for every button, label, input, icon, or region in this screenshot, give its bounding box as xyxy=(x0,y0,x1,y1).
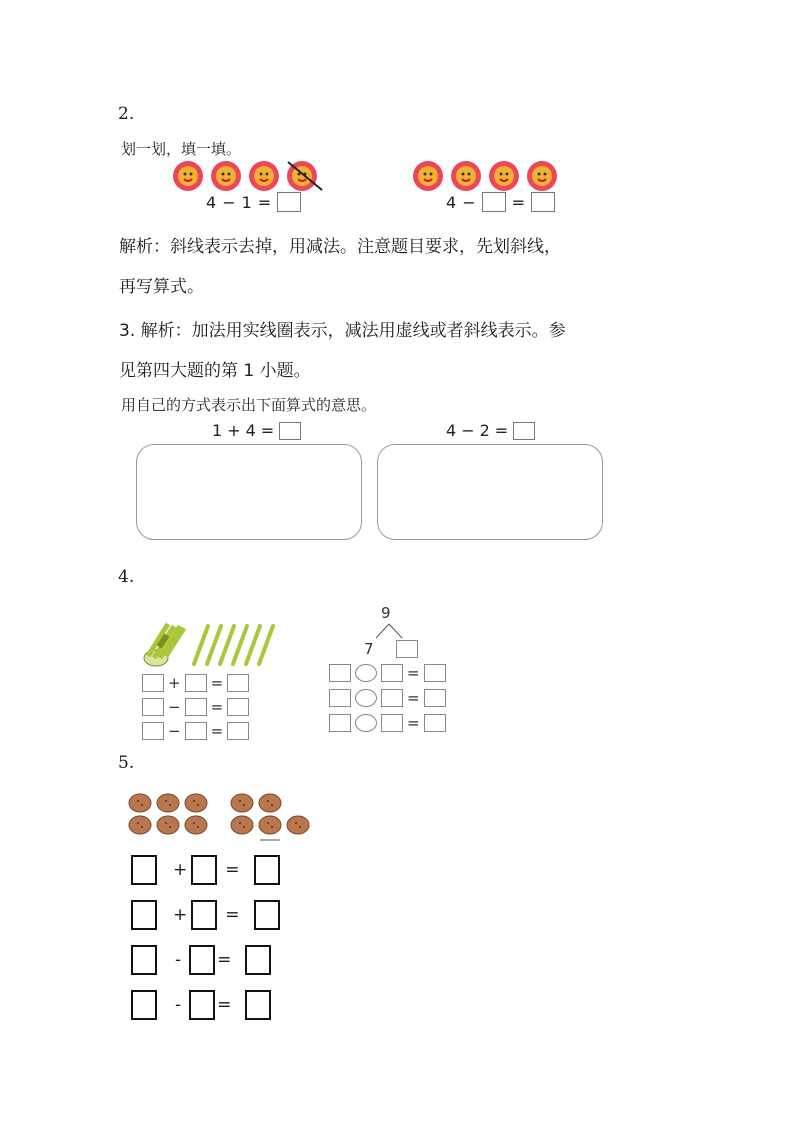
q2-analysis-line1: 解析：斜线表示去掉，用减法。注意题目要求，先划斜线， xyxy=(119,237,561,257)
q2-flowers-right xyxy=(410,160,570,192)
q4-left-row xyxy=(142,722,249,740)
flower-icon xyxy=(489,161,519,191)
cookie-icon xyxy=(129,816,151,834)
q3-instruction: 用自己的方式表示出下面算式的意思。 xyxy=(121,396,377,414)
answer-box[interactable] xyxy=(381,714,403,732)
answer-box[interactable] xyxy=(513,422,535,440)
answer-box[interactable] xyxy=(254,900,280,930)
flower-icon xyxy=(249,161,279,191)
operator-circle[interactable] xyxy=(355,714,377,732)
q4-eq: = xyxy=(210,674,224,692)
q3-eq1-a: 1 xyxy=(212,421,223,440)
q4-right-row xyxy=(329,689,446,707)
answer-box[interactable] xyxy=(227,722,249,740)
q4-right-eq: = xyxy=(407,714,420,732)
q3-analysis-line1: 3. 解析：加法用实线圈表示，减法用虚线或者斜线表示。参 xyxy=(119,321,566,341)
answer-box[interactable] xyxy=(227,698,249,716)
answer-box[interactable] xyxy=(131,945,157,975)
cookie-icon xyxy=(259,816,281,834)
tree-answer-box[interactable] xyxy=(396,640,418,658)
q5-cookies xyxy=(126,792,316,842)
q2-eq-left-eq: = xyxy=(257,192,272,212)
q5-equations xyxy=(131,855,280,1020)
cookie-icon xyxy=(185,816,207,834)
answer-box[interactable] xyxy=(531,192,555,212)
answer-box[interactable] xyxy=(381,689,403,707)
operator-circle[interactable] xyxy=(355,689,377,707)
q3-eq2-eq: = xyxy=(494,421,509,440)
q4-left-row xyxy=(142,698,249,716)
q4-right-row xyxy=(329,664,446,682)
answer-box[interactable] xyxy=(254,855,280,885)
answer-box[interactable] xyxy=(329,714,351,732)
answer-box[interactable] xyxy=(329,664,351,682)
tree-left-number: 7 xyxy=(364,640,374,658)
q3-eq2-b: 2 xyxy=(479,421,490,440)
answer-box[interactable] xyxy=(277,192,301,212)
q4-sticks xyxy=(136,620,282,670)
q5-row xyxy=(131,855,280,885)
flower-icon xyxy=(173,161,203,191)
q3-eq1-eq: = xyxy=(260,421,275,440)
answer-box[interactable] xyxy=(131,855,157,885)
cookie-icon xyxy=(129,794,151,812)
q4-number: 4. xyxy=(118,567,135,587)
tree-branch-svg xyxy=(372,622,406,640)
flower-icon xyxy=(211,161,241,191)
q3-eq2-op: − xyxy=(461,421,475,440)
q5-eq: = xyxy=(217,995,232,1015)
drawing-panel-right[interactable] xyxy=(377,444,603,540)
answer-box[interactable] xyxy=(482,192,506,212)
tree-top-number: 9 xyxy=(381,604,391,622)
q2-analysis-line2: 再写算式。 xyxy=(119,277,204,297)
cookie-icon xyxy=(231,794,253,812)
q5-eq: = xyxy=(225,860,240,880)
cookie-icon xyxy=(157,816,179,834)
operator-circle[interactable] xyxy=(355,664,377,682)
answer-box[interactable] xyxy=(142,722,164,740)
q5-op: + xyxy=(173,905,188,925)
cookie-icon xyxy=(287,816,309,834)
q4-left-row xyxy=(142,674,249,692)
answer-box[interactable] xyxy=(245,945,271,975)
q3-eq1-b: 4 xyxy=(245,421,256,440)
answer-box[interactable] xyxy=(185,674,207,692)
flower-icon xyxy=(413,161,443,191)
q4-op: − xyxy=(168,698,181,716)
q5-row xyxy=(131,990,280,1020)
q2-instruction: 划一划，填一填。 xyxy=(121,140,242,158)
q4-op: − xyxy=(168,722,181,740)
q5-row xyxy=(131,900,280,930)
q2-flowers-left xyxy=(170,160,330,192)
flower-group-left-svg xyxy=(170,160,330,192)
answer-box[interactable] xyxy=(329,689,351,707)
answer-box[interactable] xyxy=(191,900,217,930)
q5-op: - xyxy=(175,995,182,1015)
flower-group-right-svg xyxy=(410,160,570,192)
q2-eq-left-op: − xyxy=(222,192,236,212)
q5-eq: = xyxy=(217,950,232,970)
q3-analysis-line2: 见第四大题的第 1 小题。 xyxy=(119,361,311,381)
q3-eq2-a: 4 xyxy=(446,421,457,440)
q4-eq: = xyxy=(210,722,224,740)
q4-right-eq: = xyxy=(407,664,420,682)
q5-op: - xyxy=(175,950,182,970)
tree-branches xyxy=(372,622,406,640)
q5-eq: = xyxy=(225,905,240,925)
answer-box[interactable] xyxy=(279,422,301,440)
q2-equation-left xyxy=(206,192,301,212)
answer-box[interactable] xyxy=(185,698,207,716)
answer-box[interactable] xyxy=(381,664,403,682)
q5-number: 5. xyxy=(118,753,135,773)
q4-op: + xyxy=(168,674,181,692)
q2-eq-left-a: 4 xyxy=(206,192,217,212)
answer-box[interactable] xyxy=(189,990,215,1020)
q3-equation-2 xyxy=(446,421,535,440)
cookie-icon xyxy=(231,816,253,834)
answer-box[interactable] xyxy=(142,698,164,716)
drawing-panel-left[interactable] xyxy=(136,444,362,540)
q2-eq-right-eq: = xyxy=(511,192,525,212)
q2-eq-right-a: 4 xyxy=(446,192,457,212)
q4-right-row xyxy=(329,714,446,732)
q3-equation-1 xyxy=(212,421,301,440)
answer-box[interactable] xyxy=(245,990,271,1020)
answer-box[interactable] xyxy=(189,945,215,975)
answer-box[interactable] xyxy=(131,990,157,1020)
stick-bundle-icon xyxy=(144,624,184,666)
q3-eq1-op: + xyxy=(227,421,241,440)
flower-icon xyxy=(451,161,481,191)
answer-box[interactable] xyxy=(227,674,249,692)
q5-op: + xyxy=(173,860,188,880)
cookie-icon xyxy=(259,794,281,812)
single-sticks-icon xyxy=(194,626,273,664)
q2-number: 2. xyxy=(118,104,135,124)
answer-box[interactable] xyxy=(185,722,207,740)
answer-box[interactable] xyxy=(424,689,446,707)
q5-row xyxy=(131,945,280,975)
answer-box[interactable] xyxy=(424,664,446,682)
q4-right-eq: = xyxy=(407,689,420,707)
q2-eq-right-op: − xyxy=(462,192,476,212)
flower-icon xyxy=(527,161,557,191)
q4-right-equations xyxy=(329,664,446,732)
cookie-icon xyxy=(185,794,207,812)
q4-left-equations xyxy=(142,674,249,740)
answer-box[interactable] xyxy=(424,714,446,732)
q2-equation-right xyxy=(446,192,555,212)
answer-box[interactable] xyxy=(142,674,164,692)
q2-eq-left-b: 1 xyxy=(241,192,252,212)
answer-box[interactable] xyxy=(191,855,217,885)
q4-eq: = xyxy=(210,698,224,716)
cookies-illustration-svg xyxy=(126,792,316,842)
sticks-illustration-svg xyxy=(136,620,282,670)
answer-box[interactable] xyxy=(131,900,157,930)
cookie-icon xyxy=(157,794,179,812)
